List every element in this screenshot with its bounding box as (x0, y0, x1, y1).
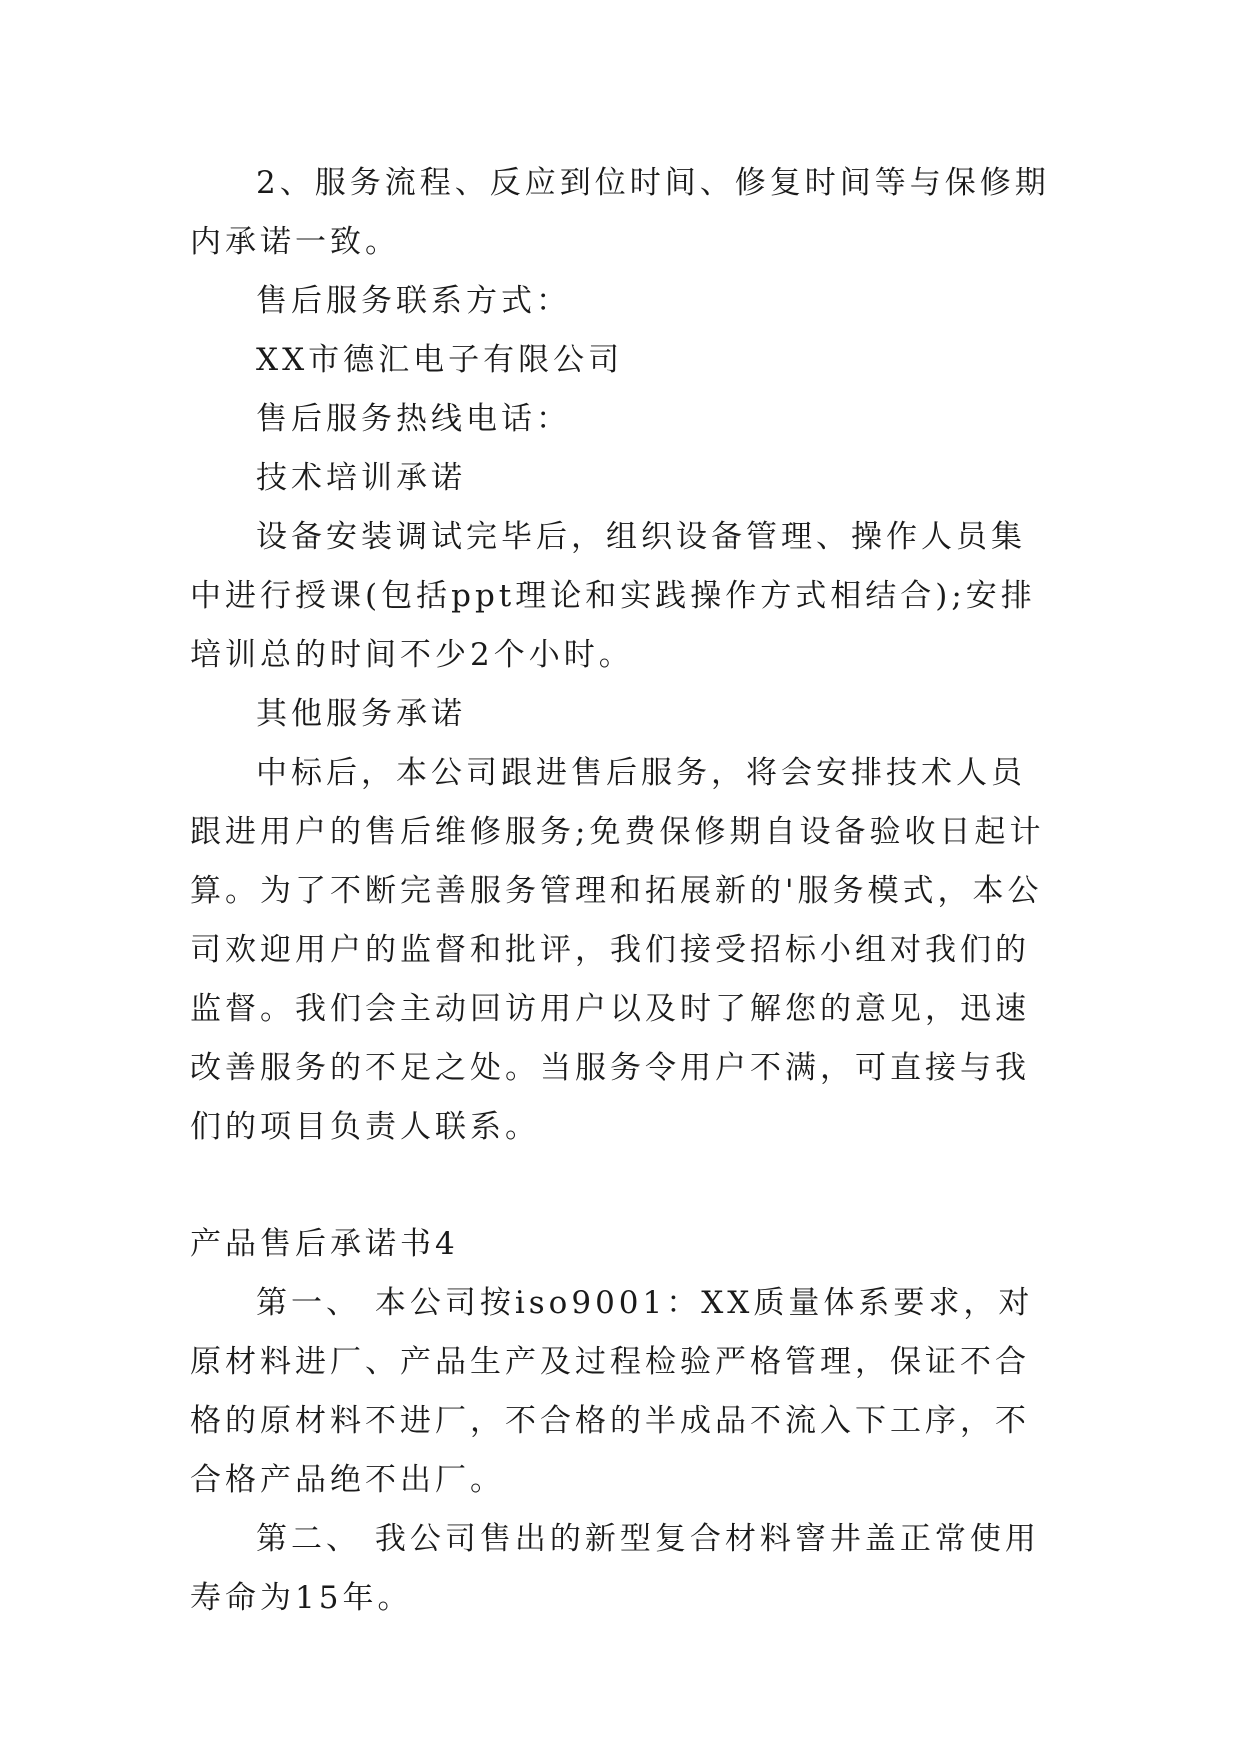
paragraph-other-body: 中标后，本公司跟进售后服务，将会安排技术人员跟进用户的售后维修服务;免费保修期自设备验收日起计算。为了不断完善服务管理和拓展新的'服务模式，本公司欢迎用户的监督和批评，我们接受招标小组对我们的监督。我们会主动回访用户以及时了解您的意见，迅速改善服务的不足之处。当服务令用户不满，可直接与我们的项目负责人联系。 (190, 755, 1045, 1145)
paragraph-contact-heading: 售后服务联系方式： (256, 283, 571, 319)
paragraph-company-name: XX市德汇电子有限公司 (256, 342, 624, 378)
paragraph-other-heading: 其他服务承诺 (256, 696, 466, 732)
document-body (190, 154, 1060, 1628)
paragraph-hotline: 售后服务热线电话： (256, 401, 571, 437)
paragraph-first-clause: 第一、 本公司按iso9001：XX质量体系要求，对原材料进厂、产品生产及过程检验严格管理，保证不合格的原材料不进厂，不合格的半成品不流入下工序，不合格产品绝不出厂。 (190, 1285, 1034, 1498)
paragraph-training-heading: 技术培训承诺 (256, 460, 466, 496)
paragraph-service-process: 2、服务流程、反应到位时间、修复时间等与保修期内承诺一致。 (190, 165, 1050, 260)
section-title: 产品售后承诺书4 (190, 1226, 459, 1262)
paragraph-second-clause: 第二、 我公司售出的新型复合材料窨井盖正常使用寿命为15年。 (190, 1521, 1040, 1616)
paragraph-training-body: 设备安装调试完毕后，组织设备管理、操作人员集中进行授课(包括ppt理论和实践操作方式相结合);安排培训总的时间不少2个小时。 (190, 519, 1036, 673)
